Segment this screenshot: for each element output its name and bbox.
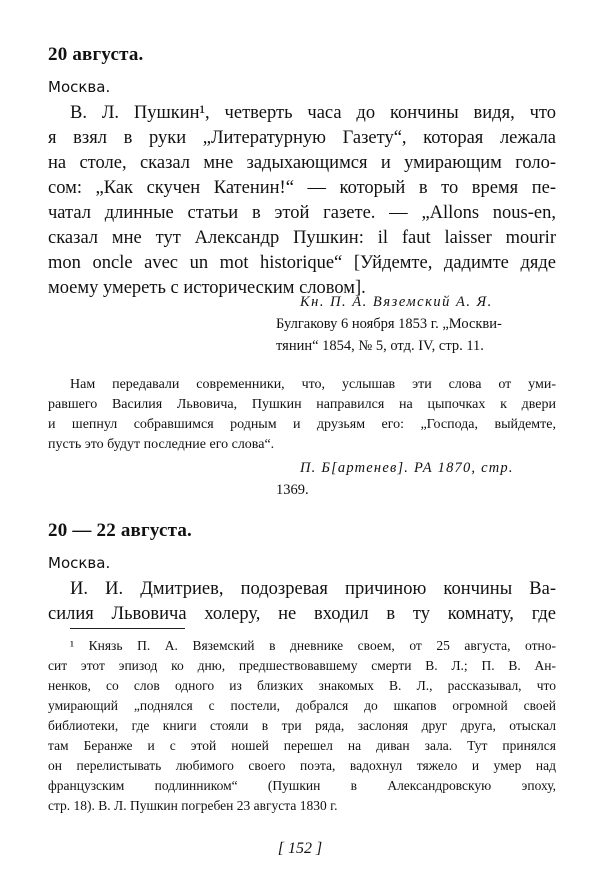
footnote-line: стр. 18). В. Л. Пушкин погребен 23 августа 1830 г. <box>48 798 338 813</box>
note-line: равшего Василия Львовича, Пушкин направился на цыпочках к двери <box>48 397 556 412</box>
footnote-line: библиотеки, где книги стояли в три ряда, заслоняя друг друга, отыскал <box>48 718 556 733</box>
body-line: mon oncle avec un mot historique“ [Уйдемте, дадимте дяде <box>48 253 556 273</box>
body-line: чатал длинные статьи в этой газете. — „Allons nous-en, <box>48 203 556 223</box>
citation-line: 1369. <box>276 482 309 498</box>
footnote-line: умирающий „поднялся с постели, добрался до шкапов огромной своей <box>48 698 556 713</box>
body-line: В. Л. Пушкин¹, четверть часа до кончины видя, что <box>70 103 556 123</box>
page-number: [ 152 ] <box>277 840 323 857</box>
footnote-line: французским подлинником“ (Пушкин в Александровскую эпоху, <box>48 778 556 793</box>
section-place: Москва. <box>48 78 111 96</box>
section-place: Москва. <box>48 554 111 572</box>
section-date-heading: 20 — 22 августа. <box>48 520 193 541</box>
citation-line: Булгакову 6 ноября 1853 г. „Москви- <box>276 316 502 332</box>
footnote-line: ненков, со слов одного из близких знакомых В. Л., рассказывал, что <box>48 678 556 693</box>
citation-line: Кн. П. А. Вяземский А. Я. <box>300 294 493 310</box>
footnote-line: ¹ Князь П. А. Вяземский в дневнике своем, от 25 августа, отно- <box>70 638 556 653</box>
citation-line: П. Б[артенев]. РА 1870, стр. <box>300 460 514 476</box>
citation-line: тянин“ 1854, № 5, отд. IV, стр. 11. <box>276 338 484 354</box>
note-line: и шепнул собравшимся родным и друзьям его: „Господа, выйдемте, <box>48 417 556 432</box>
body-line: моему умереть с историческим словом]. <box>48 278 366 298</box>
body-line: И. И. Дмитриев, подозревая причиною кончины Ва- <box>70 579 556 599</box>
footnote-line: сит этот эпизод ко дню, предшествовавшему смерти В. Л.; П. В. Ан- <box>48 658 556 673</box>
body-line: я взял в руки „Литературную Газету“, которая лежала <box>48 128 556 148</box>
body-line: сказал мне тут Александр Пушкин: il faut laisser mourir <box>48 228 556 248</box>
footnote-divider <box>70 628 185 629</box>
footnote-line: там Беранже и с этой ношей перешел на диван зала. Тут принялся <box>48 738 556 753</box>
body-line: силия Львовича холеру, не входил в ту комнату, где <box>48 604 556 624</box>
footnote-line: он перелистывать любимого своего поэта, вадохнул тяжело и умер над <box>48 758 556 773</box>
note-line: Нам передавали современники, что, услышав эти слова от уми- <box>70 377 556 392</box>
body-line: на столе, сказал мне задыхающимся и умирающим голо- <box>48 153 556 173</box>
section-date-heading: 20 августа. <box>48 44 144 65</box>
body-line: сом: „Как скучен Катенин!“ — который в то время пе- <box>48 178 556 198</box>
note-line: пусть это будут последние его слова“. <box>48 437 275 452</box>
